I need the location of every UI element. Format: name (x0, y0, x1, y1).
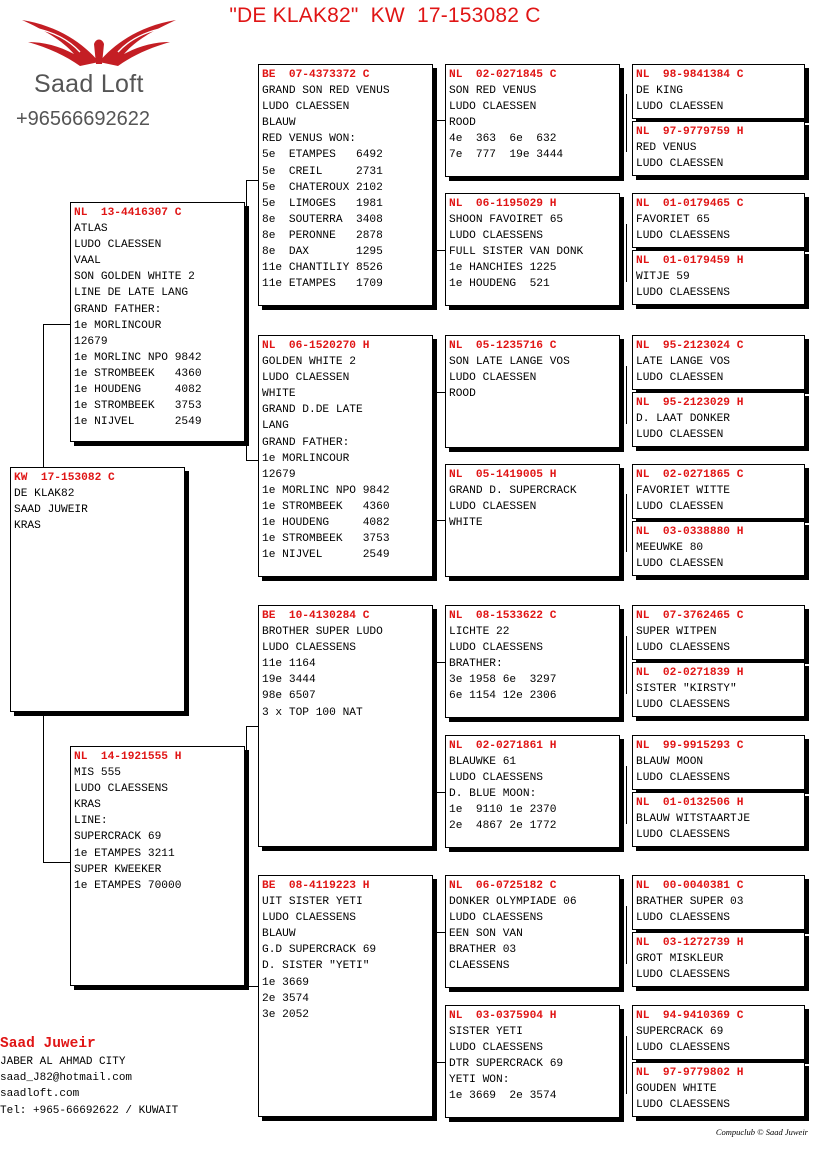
pigeon-detail-line: 1e STROMBEEK 4360 (74, 367, 202, 380)
pigeon-detail-line: 5e ETAMPES 6492 (262, 149, 383, 162)
connector-line (436, 932, 437, 1062)
pigeon-card-gen4 (445, 605, 620, 718)
pigeon-detail-line: SON LATE LANGE VOS (449, 356, 570, 369)
pigeon-details (636, 269, 804, 301)
pigeon-detail-line: GRAND SON RED VENUS (262, 85, 390, 98)
connector-line (626, 636, 627, 694)
pigeon-detail-line: 5e CREIL 2731 (262, 165, 383, 178)
pigeon-detail-line: RED VENUS (636, 142, 697, 155)
ring-number: BE 10-4130284 C (262, 610, 370, 622)
ring-number: KW 17-153082 C (14, 472, 115, 484)
connector-line (246, 986, 258, 987)
pigeon-detail-line: SUPERCRACK 69 (74, 831, 162, 844)
pigeon-detail-line: LUDO CLAESSENS (262, 912, 356, 925)
connector-line (436, 792, 445, 793)
pigeon-detail-line: LUDO CLAESSEN (449, 372, 537, 385)
ring-number: NL 97-9779802 H (636, 1067, 744, 1079)
pigeon-card-gen4 (445, 1005, 620, 1118)
connector-line (436, 520, 445, 521)
ring-number: NL 01-0179459 H (636, 255, 744, 267)
pigeon-detail-line: BLAUW WITSTAARTJE (636, 813, 751, 826)
pigeon-detail-line: LUDO CLAESSEN (262, 101, 350, 114)
pigeon-detail-line: LUDO CLAESSENS (449, 772, 543, 785)
connector-line (436, 932, 445, 933)
pigeon-detail-line: 1e NIJVEL 2549 (262, 549, 390, 562)
pigeon-detail-line: 1e 9110 1e 2370 (449, 804, 557, 817)
pigeon-detail-line: DTR SUPERCRACK 69 (449, 1058, 564, 1071)
ring-number: BE 07-4373372 C (262, 69, 370, 81)
pigeon-card-gen5 (632, 1005, 805, 1060)
pigeon-detail-line: LUDO CLAESSEN (636, 372, 724, 385)
pigeon-card-gen3 (258, 64, 433, 306)
pigeon-detail-line: GROT MISKLEUR (636, 953, 724, 966)
connector-line (436, 120, 437, 250)
connector-line (436, 392, 437, 520)
pigeon-card-gen5 (632, 193, 805, 248)
pigeon-detail-line: D. LAAT DONKER (636, 413, 730, 426)
ring-number: NL 02-0271845 C (449, 69, 557, 81)
connector-line (43, 712, 44, 862)
pigeon-detail-line: D. SISTER "YETI" (262, 960, 370, 973)
pigeon-detail-line: LUDO CLAESSEN (449, 501, 537, 514)
pigeon-card-gen4 (445, 464, 620, 577)
pigeon-detail-line: LUDO CLAESSENS (636, 230, 730, 243)
pigeon-details (449, 624, 619, 704)
pigeon-card-gen4 (445, 735, 620, 848)
pigeon-detail-line: LUDO CLAESSENS (449, 1042, 543, 1055)
pigeon-detail-line: LUDO CLAESSENS (74, 783, 168, 796)
pigeon-detail-line: EEN SON VAN (449, 928, 523, 941)
connector-line (436, 250, 445, 251)
pigeon-detail-line: 7e 777 19e 3444 (449, 149, 564, 162)
pigeon-detail-line: LINE: (74, 815, 108, 828)
ring-number: NL 03-0375904 H (449, 1010, 557, 1022)
pigeon-card-gen4 (445, 875, 620, 988)
connector-line (436, 662, 437, 792)
pigeon-detail-line: 4e 363 6e 632 (449, 133, 557, 146)
connector-line (626, 766, 627, 824)
connector-line (246, 726, 258, 727)
pigeon-detail-line: GRAND D. SUPERCRACK (449, 485, 577, 498)
pigeon-detail-line: 8e DAX 1295 (262, 246, 383, 259)
contact-email: saad_J82@hotmail.com (0, 1072, 133, 1085)
pigeon-details (74, 221, 244, 430)
pigeon-detail-line: 12679 (262, 468, 296, 481)
pigeon-detail-line: LUDO CLAESSEN (449, 101, 537, 114)
pigeon-detail-line: ROOD (449, 117, 476, 130)
pigeon-detail-line: LUDO CLAESSEN (636, 158, 724, 171)
connector-line (436, 1062, 445, 1063)
ring-number: NL 03-1272739 H (636, 937, 744, 949)
pigeon-detail-line: D. BLUE MOON: (449, 788, 537, 801)
ring-number: NL 14-1921555 H (74, 751, 182, 763)
pigeon-detail-line: 1e NIJVEL 2549 (74, 416, 202, 429)
eagle-wings-icon (14, 14, 184, 74)
pigeon-detail-line: 11e ETAMPES 1709 (262, 278, 383, 291)
pigeon-detail-line: 11e CHANTILIY 8526 (262, 262, 383, 275)
pigeon-card-gen5 (632, 335, 805, 390)
pigeon-details (449, 83, 619, 163)
connector-line (626, 494, 627, 552)
pigeon-detail-line: BRATHER SUPER 03 (636, 896, 744, 909)
pigeon-card-gen4 (445, 64, 620, 177)
connector-line (626, 94, 627, 152)
pigeon-card-gen5 (632, 875, 805, 930)
pigeon-detail-line: GRAND FATHER: (74, 303, 162, 316)
pigeon-details (636, 83, 804, 115)
pigeon-card-gen5 (632, 521, 805, 576)
ring-number: NL 07-3762465 C (636, 610, 744, 622)
pigeon-details (449, 1024, 619, 1104)
pigeon-detail-line: LUDO CLAESSEN (636, 501, 724, 514)
pigeon-card-gen5 (632, 121, 805, 176)
pigeon-detail-line: SUPER KWEEKER (74, 863, 162, 876)
pigeon-detail-line: 1e HOUDENG 4082 (262, 517, 390, 530)
pigeon-detail-line: LICHTE 22 (449, 626, 510, 639)
pigeon-detail-line: 6e 1154 12e 2306 (449, 690, 557, 703)
pigeon-detail-line: LUDO CLAESSEN (636, 558, 724, 571)
pigeon-details (636, 754, 804, 786)
pigeon-details (636, 681, 804, 713)
pigeon-detail-line: GRAND FATHER: (262, 436, 350, 449)
footer-credit: Compuclub © Saad Juweir (715, 1127, 808, 1137)
pigeon-detail-line: LUDO CLAESSEN (636, 101, 724, 114)
ring-number: NL 00-0040381 C (636, 880, 744, 892)
pigeon-detail-line: 1e ETAMPES 3211 (74, 847, 175, 860)
pigeon-detail-line: GOLDEN WHITE 2 (262, 356, 356, 369)
pigeon-details (636, 951, 804, 983)
pigeon-detail-line: DONKER OLYMPIADE 06 (449, 896, 577, 909)
pigeon-detail-line: FAVORIET WITTE (636, 485, 730, 498)
pigeon-details (636, 483, 804, 515)
ring-number: NL 97-9779759 H (636, 126, 744, 138)
owner-name: Saad Juweir (0, 1036, 96, 1052)
pigeon-detail-line: 5e CHATEROUX 2102 (262, 181, 383, 194)
ring-number: NL 95-2123024 C (636, 340, 744, 352)
pigeon-details (636, 140, 804, 172)
ring-number: NL 02-0271865 C (636, 469, 744, 481)
pigeon-detail-line: 8e SOUTERRA 3408 (262, 213, 383, 226)
pigeon-card-subject (10, 467, 185, 712)
pigeon-detail-line: LUDO CLAESSENS (636, 1099, 730, 1112)
pigeon-detail-line: 1e STROMBEEK 4360 (262, 500, 390, 513)
ring-number: NL 01-0179465 C (636, 198, 744, 210)
pigeon-detail-line: WHITE (262, 388, 296, 401)
connector-line (246, 180, 258, 181)
pigeon-detail-line: FAVORIET 65 (636, 214, 710, 227)
pigeon-detail-line: 2e 4867 2e 1772 (449, 820, 557, 833)
pigeon-detail-line: LINE DE LATE LANG (74, 287, 189, 300)
contact-city: JABER AL AHMAD CITY (0, 1056, 126, 1068)
pigeon-detail-line: 1e STROMBEEK 3753 (74, 400, 202, 413)
pigeon-card-gen5 (632, 64, 805, 119)
pigeon-card-gen5 (632, 392, 805, 447)
ring-number: NL 94-9410369 C (636, 1010, 744, 1022)
ring-number: NL 05-1235716 C (449, 340, 557, 352)
pigeon-detail-line: LUDO CLAESSENS (636, 642, 730, 655)
ring-number: NL 98-9841384 C (636, 69, 744, 81)
pigeon-details (262, 83, 432, 292)
pigeon-detail-line: CLAESSENS (449, 960, 510, 973)
pigeon-card-gen5 (632, 464, 805, 519)
pigeon-detail-line: SISTER YETI (449, 1026, 523, 1039)
pigeon-details (636, 624, 804, 656)
pigeon-detail-line: LUDO CLAESSENS (636, 912, 730, 925)
pigeon-detail-line: LUDO CLAESSENS (636, 287, 730, 300)
pigeon-details (449, 754, 619, 834)
ring-number: NL 02-0271861 H (449, 740, 557, 752)
pigeon-detail-line: LUDO CLAESSENS (262, 642, 356, 655)
pigeon-detail-line: LUDO CLAESSENS (636, 1042, 730, 1055)
pigeon-detail-line: 1e ETAMPES 70000 (74, 879, 182, 892)
pigeon-detail-line: LUDO CLAESSENS (636, 772, 730, 785)
pigeon-details (449, 894, 619, 974)
pigeon-detail-line: MIS 555 (74, 767, 121, 780)
ring-number: NL 01-0132506 H (636, 797, 744, 809)
pigeon-card-gen5 (632, 792, 805, 847)
pigeon-detail-line: UIT SISTER YETI (262, 896, 363, 909)
connector-line (626, 1036, 627, 1094)
pigeon-card-gen3 (258, 605, 433, 847)
connector-line (626, 906, 627, 964)
pigeon-detail-line: 1e MORLINCOUR (262, 452, 350, 465)
pigeon-detail-line: BRATHER: (449, 658, 503, 671)
pigeon-detail-line: DE KING (636, 85, 683, 98)
pigeon-detail-line: LUDO CLAESSENS (449, 230, 543, 243)
pigeon-detail-line: LANG (262, 420, 289, 433)
pigeon-detail-line: 1e 3669 2e 3574 (449, 1090, 557, 1103)
connector-line (436, 120, 445, 121)
pigeon-card-gen4 (445, 193, 620, 306)
logo-phone: +96566692622 (16, 108, 151, 130)
pigeon-card-gen3 (258, 335, 433, 577)
pigeon-detail-line: RED VENUS WON: (262, 133, 356, 146)
pigeon-details (74, 765, 244, 894)
pigeon-details (262, 354, 432, 563)
ring-number: BE 08-4119223 H (262, 880, 370, 892)
pigeon-detail-line: 1e STROMBEEK 3753 (262, 533, 390, 546)
pigeon-details (449, 483, 619, 531)
pigeon-detail-line: KRAS (14, 520, 41, 533)
pigeon-detail-line: GOUDEN WHITE (636, 1083, 717, 1096)
pigeon-detail-line: SON GOLDEN WHITE 2 (74, 271, 195, 284)
connector-line (246, 460, 258, 461)
pigeon-detail-line: SON RED VENUS (449, 85, 537, 98)
pigeon-detail-line: 1e MORLINC NPO 9842 (262, 484, 390, 497)
pigeon-detail-line: LUDO CLAESSENS (636, 969, 730, 982)
pigeon-card-gen5 (632, 932, 805, 987)
pigeon-card-gen3 (258, 875, 433, 1117)
pigeon-detail-line: ATLAS (74, 223, 108, 236)
ring-number: NL 06-1520270 H (262, 340, 370, 352)
pigeon-detail-line: BLAUW (262, 117, 296, 130)
pigeon-details (262, 894, 432, 1023)
ring-number: NL 99-9915293 C (636, 740, 744, 752)
ring-number: NL 02-0271839 H (636, 667, 744, 679)
pigeon-detail-line: BRATHER 03 (449, 944, 517, 957)
pigeon-detail-line: G.D SUPERCRACK 69 (262, 944, 377, 957)
pigeon-detail-line: DE KLAK82 (14, 488, 75, 501)
pigeon-detail-line: GRAND D.DE LATE (262, 404, 363, 417)
pigeon-detail-line: SAAD JUWEIR (14, 504, 88, 517)
connector-line (436, 662, 445, 663)
page-title: "DE KLAK82" KW 17-153082 C (229, 4, 541, 27)
ring-number: NL 95-2123029 H (636, 397, 744, 409)
ring-number: NL 08-1533622 C (449, 610, 557, 622)
pigeon-detail-line: MEEUWKE 80 (636, 542, 704, 555)
contact-website: saadloft.com (0, 1088, 80, 1101)
pigeon-detail-line: SHOON FAVOIRET 65 (449, 214, 564, 227)
pigeon-detail-line: LATE LANGE VOS (636, 356, 730, 369)
pigeon-details (262, 624, 432, 721)
pigeon-card-gen5 (632, 662, 805, 717)
pigeon-detail-line: LUDO CLAESSEN (262, 372, 350, 385)
pigeon-detail-line: LUDO CLAESSEN (74, 239, 162, 252)
pigeon-detail-line: 12679 (74, 335, 108, 348)
pigeon-details (636, 540, 804, 572)
connector-line (246, 180, 247, 460)
pigeon-detail-line: ROOD (449, 388, 476, 401)
pigeon-details (636, 894, 804, 926)
pigeon-detail-line: WHITE (449, 517, 483, 530)
pigeon-details (449, 354, 619, 402)
pigeon-detail-line: SUPERCRACK 69 (636, 1026, 724, 1039)
pigeon-detail-line: BLAUWKE 61 (449, 756, 517, 769)
pigeon-detail-line: 3e 2052 (262, 1008, 309, 1021)
pigeon-detail-line: BLAUW MOON (636, 756, 704, 769)
pigeon-detail-line: BLAUW (262, 928, 296, 941)
pigeon-detail-line: SUPER WITPEN (636, 626, 717, 639)
ring-number: NL 06-0725182 C (449, 880, 557, 892)
pigeon-details (636, 411, 804, 443)
connector-line (626, 224, 627, 282)
connector-line (626, 366, 627, 424)
connector-line (43, 862, 70, 863)
connector-line (43, 324, 44, 469)
pigeon-details (449, 212, 619, 292)
pigeon-card-gen4 (445, 335, 620, 448)
pigeon-detail-line: LUDO CLAESSENS (636, 699, 730, 712)
pigeon-detail-line: BROTHER SUPER LUDO (262, 626, 383, 639)
pigeon-details (636, 212, 804, 244)
pigeon-detail-line: KRAS (74, 799, 101, 812)
contact-phone: Tel: +965-66692622 / KUWAIT (0, 1104, 179, 1117)
ring-number: NL 13-4416307 C (74, 207, 182, 219)
connector-line (43, 324, 70, 325)
pigeon-detail-line: 1e MORLINCOUR (74, 319, 162, 332)
pigeon-detail-line: FULL SISTER VAN DONK (449, 246, 584, 259)
ring-number: NL 06-1195029 H (449, 198, 557, 210)
pigeon-detail-line: 2e 3574 (262, 992, 309, 1005)
pigeon-detail-line: 8e PERONNE 2878 (262, 229, 383, 242)
pigeon-card-gen5 (632, 250, 805, 305)
ring-number: NL 05-1419005 H (449, 469, 557, 481)
pigeon-card-gen5 (632, 605, 805, 660)
pigeon-detail-line: 19e 3444 (262, 674, 316, 687)
pigeon-detail-line: VAAL (74, 255, 101, 268)
pigeon-card-sire (70, 202, 245, 442)
pigeon-details (636, 354, 804, 386)
pigeon-detail-line: SISTER "KIRSTY" (636, 683, 737, 696)
pigeon-detail-line: 1e HOUDENG 4082 (74, 384, 202, 397)
ring-number: NL 03-0338880 H (636, 526, 744, 538)
pigeon-details (636, 1081, 804, 1113)
pigeon-details (636, 811, 804, 843)
pigeon-detail-line: 3e 1958 6e 3297 (449, 674, 557, 687)
pigeon-detail-line: LUDO CLAESSENS (449, 912, 543, 925)
pigeon-detail-line: 1e 3669 (262, 976, 309, 989)
pigeon-detail-line: 1e MORLINC NPO 9842 (74, 351, 202, 364)
pigeon-detail-line: WITJE 59 (636, 271, 690, 284)
logo-name: Saad Loft (34, 70, 144, 98)
pigeon-detail-line: LUDO CLAESSENS (636, 829, 730, 842)
pigeon-detail-line: YETI WON: (449, 1074, 510, 1087)
pigeon-card-gen5 (632, 735, 805, 790)
pigeon-details (14, 486, 184, 534)
pigeon-detail-line: 98e 6507 (262, 690, 316, 703)
pigeon-detail-line: 1e HOUDENG 521 (449, 278, 550, 291)
pigeon-card-gen5 (632, 1062, 805, 1117)
connector-line (436, 392, 445, 393)
pigeon-detail-line: 11e 1164 (262, 658, 316, 671)
connector-line (246, 726, 247, 986)
pigeon-detail-line: LUDO CLAESSENS (449, 642, 543, 655)
pigeon-detail-line: 3 x TOP 100 NAT (262, 706, 363, 719)
pigeon-details (636, 1024, 804, 1056)
pigeon-detail-line: LUDO CLAESSEN (636, 429, 724, 442)
pigeon-detail-line: 1e HANCHIES 1225 (449, 262, 557, 275)
pigeon-card-dam (70, 746, 245, 986)
pigeon-detail-line: 5e LIMOGES 1981 (262, 197, 383, 210)
owner-contact (0, 1034, 178, 1119)
